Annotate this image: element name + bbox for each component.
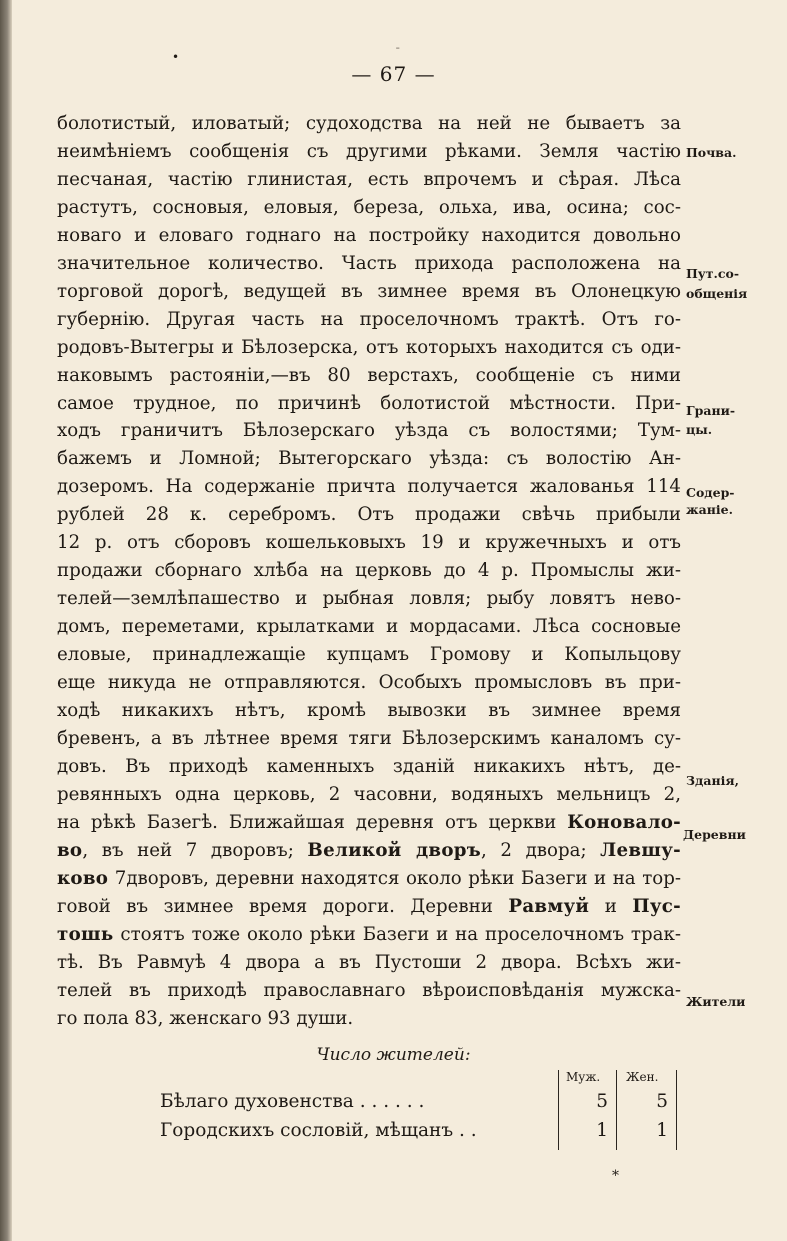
text-line: еще никуда не отправляются. Особыхъ промысловъ въ при-: [57, 672, 681, 694]
text-line: [57, 809, 681, 837]
text-line: песчаная, частію глинистая, есть впрочемъ и сѣрая. Лѣса: [57, 168, 681, 190]
column-header-female: Жен.: [626, 1070, 659, 1084]
village-name-velikoy-dvor: Великой дворъ: [307, 839, 482, 861]
text-run: , 2 двора;: [481, 839, 601, 861]
column-divider: [616, 1070, 617, 1150]
text-line: продажи сборнаго хлѣба на церковь до 4 р. Промыслы жи-: [57, 560, 681, 582]
text-run: , въ ней 7 дворовъ;: [82, 839, 308, 861]
margin-note-roads-1: Пут.со-: [686, 266, 740, 281]
population-female-value: 5: [656, 1091, 668, 1112]
margin-note-bounds-1: Грани-: [686, 403, 736, 418]
margin-note-soil: Почва.: [686, 145, 737, 160]
text-line: дозеромъ. На содержаніе причта получается жалованья 114: [57, 476, 681, 498]
village-name-pustosh: Пус-: [632, 895, 681, 917]
village-name-pustosh-end: тошь: [57, 923, 114, 945]
margin-note-inhabitants: Жители: [686, 994, 746, 1009]
text-line: рублей 28 к. серебромъ. Отъ продажи свѣчь прибыли: [57, 504, 681, 526]
text-line: самое трудное, по причинѣ болотистой мѣстности. При-: [57, 392, 681, 414]
text-line: торговой дорогѣ, ведущей въ зимнее время въ Олонецкую: [57, 280, 681, 302]
text-line: растутъ, сосновыя, еловыя, береза, ольха, ива, осина; сос-: [57, 196, 681, 218]
text-line: [57, 921, 681, 949]
village-name-konovalovo-end: во: [57, 839, 83, 861]
text-line: губернію. Другая часть на проселочномъ трактѣ. Отъ го-: [57, 308, 681, 330]
text-line: тѣ. Въ Равмуѣ 4 двора а въ Пустоши 2 двора. Всѣхъ жи-: [57, 951, 681, 973]
margin-note-upkeep-1: Содер-: [686, 485, 735, 500]
village-name-konovalovo: Коновало-: [567, 811, 681, 833]
text-line: [57, 837, 681, 865]
text-line: телей—землѣпашество и рыбная ловля; рыбу ловятъ нево-: [57, 588, 681, 610]
text-line: неимѣніемъ сообщенія съ другими рѣками. Земля частію: [57, 140, 681, 162]
text-line: еловые, принадлежащіе купцамъ Громову и Копыльцову: [57, 644, 681, 666]
text-line: бажемъ и Ломной; Вытегорскаго уѣзда: съ волостію Ан-: [57, 448, 681, 470]
text-line: бревенъ, а въ лѣтнее время тяги Бѣлозерскимъ каналомъ су-: [57, 727, 681, 749]
text-run: 7дворовъ, деревни находятся около рѣки Базеги и на тор-: [108, 867, 681, 889]
column-divider: [676, 1070, 677, 1150]
margin-note-buildings: Зданія,: [686, 773, 739, 788]
margin-note-villages: Деревни: [683, 827, 746, 842]
population-male-value: 5: [596, 1091, 608, 1112]
column-header-male: Муж.: [566, 1070, 601, 1084]
text-run: говой въ зимнее время дороги. Деревни: [57, 895, 509, 917]
text-run: на рѣкѣ Базегѣ. Ближайшая деревня отъ церкви: [57, 811, 568, 833]
margin-note-upkeep-2: жаніе.: [686, 502, 733, 517]
text-line: болотистый, иловатый; судоходства на ней не бываетъ за: [57, 113, 681, 134]
text-line: 12 р. отъ сборовъ кошельковыхъ 19 и кружечныхъ и отъ: [57, 532, 681, 554]
text-line: значительное количество. Часть прихода расположена на: [57, 252, 681, 274]
column-divider: [558, 1070, 559, 1150]
text-line: ходъ граничитъ Бѣлозерскаго уѣзда съ волостями; Тум-: [57, 420, 681, 442]
text-line: телей въ приходѣ православнаго вѣроисповѣданія мужска-: [57, 979, 681, 1001]
text-line: наковымъ растояніи,—въ 80 верстахъ, сообщеніе съ ними: [57, 364, 681, 386]
ink-tick: ˉ: [395, 46, 401, 59]
ink-dot: •: [172, 50, 180, 64]
footer-asterisk: *: [612, 1168, 619, 1184]
text-line: довъ. Въ приходѣ каменныхъ зданій никакихъ нѣтъ, де-: [57, 755, 681, 777]
population-male-value: 1: [596, 1120, 608, 1141]
text-line: домъ, переметами, крылатками и мордасами. Лѣса сосновые: [57, 616, 681, 638]
population-female-value: 1: [656, 1120, 668, 1141]
text-run: и: [589, 895, 633, 917]
margin-note-bounds-2: цы.: [686, 422, 713, 437]
margin-note-roads-2: общенія: [686, 286, 748, 301]
village-name-levshukovo-end: ково: [57, 867, 109, 889]
text-line: го пола 83, женскаго 93 души.: [57, 1007, 354, 1029]
village-name-levshukovo: Левшу-: [600, 839, 682, 861]
text-line: [57, 865, 681, 893]
text-line: новаго и еловаго годнаго на постройку находится довольно: [57, 224, 681, 246]
page-number: — 67 —: [351, 62, 436, 86]
village-name-ravmuy: Равмуй: [508, 895, 590, 917]
population-row-label: Бѣлаго духовенства . . . . . .: [160, 1091, 425, 1112]
population-row-label: Городскихъ сословій, мѣщанъ . .: [160, 1120, 477, 1141]
text-line: [57, 893, 681, 921]
main-paragraph: [57, 110, 681, 1032]
population-table: [160, 1070, 690, 1150]
text-line: ревянныхъ одна церковь, 2 часовни, водяныхъ мельницъ 2,: [57, 783, 681, 805]
text-run: стоятъ тоже около рѣки Базеги и на проселочномъ трак-: [113, 923, 681, 945]
population-title: Число жителей:: [316, 1045, 471, 1065]
text-line: родовъ-Вытегры и Бѣлозерска, отъ которыхъ находится съ оди-: [57, 336, 681, 358]
text-line: ходѣ никакихъ нѣтъ, кромѣ вывозки въ зимнее время: [57, 700, 681, 722]
